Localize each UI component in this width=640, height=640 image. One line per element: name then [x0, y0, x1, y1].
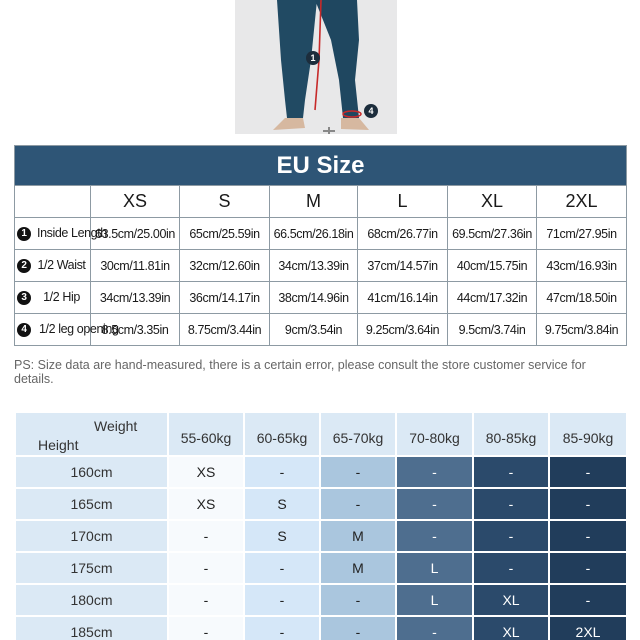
size-cell: S — [244, 488, 320, 520]
weight-header: 55-60kg — [168, 413, 244, 456]
size-cell: - — [168, 552, 244, 584]
size-cell: XL — [473, 584, 549, 616]
row-label — [15, 314, 119, 346]
row-label — [15, 218, 107, 250]
measurement-cell: 38cm/14.96in — [270, 282, 358, 314]
size-header: L — [358, 186, 448, 218]
measurement-cell: 36cm/14.17in — [180, 282, 270, 314]
measurement-cell: 69.5cm/27.36in — [448, 218, 537, 250]
number-2-icon: 2 — [17, 259, 31, 273]
measurement-cell: 8.75cm/3.44in — [180, 314, 270, 346]
size-cell: - — [549, 552, 627, 584]
size-cell: 2XL — [549, 616, 627, 640]
size-cell: - — [244, 552, 320, 584]
weight-height-table — [16, 413, 628, 640]
size-cell: L — [396, 552, 473, 584]
weight-label: Weight — [94, 418, 138, 434]
size-cell: M — [320, 520, 396, 552]
size-cell: XS — [168, 488, 244, 520]
size-header: S — [180, 186, 270, 218]
size-header: XL — [448, 186, 537, 218]
size-cell: - — [320, 584, 396, 616]
size-cell: - — [168, 616, 244, 640]
measurement-cell: 66.5cm/26.18in — [270, 218, 358, 250]
size-cell: - — [549, 584, 627, 616]
size-cell: - — [168, 520, 244, 552]
measurement-cell: 44cm/17.32in — [448, 282, 537, 314]
height-cell: 175cm — [16, 552, 168, 584]
size-cell: - — [549, 520, 627, 552]
size-cell: - — [320, 488, 396, 520]
row-label — [15, 250, 91, 282]
size-cell: S — [244, 520, 320, 552]
measurement-cell: 43cm/16.93in — [537, 250, 627, 282]
number-4-icon: 4 — [17, 323, 31, 337]
row-label-text: 1/2 leg opening — [39, 322, 119, 336]
size-cell: XS — [168, 456, 244, 488]
height-cell: 170cm — [16, 520, 168, 552]
table-row — [16, 616, 627, 640]
size-cell: M — [320, 552, 396, 584]
table-row — [16, 520, 627, 552]
size-cell: - — [549, 488, 627, 520]
size-cell: - — [396, 520, 473, 552]
table-row — [15, 314, 627, 346]
number-1-icon: 1 — [17, 227, 31, 241]
size-cell: - — [244, 584, 320, 616]
size-cell: - — [396, 616, 473, 640]
eu-size-table — [14, 145, 627, 346]
measurement-cell: 41cm/16.14in — [358, 282, 448, 314]
measurement-cell: 71cm/27.95in — [537, 218, 627, 250]
measurement-cell: 65cm/25.59in — [180, 218, 270, 250]
weight-header: 65-70kg — [320, 413, 396, 456]
size-cell: - — [244, 456, 320, 488]
marker-leg-opening: 4 — [364, 104, 378, 118]
weight-header: 80-85kg — [473, 413, 549, 456]
size-cell: - — [168, 584, 244, 616]
size-cell: - — [244, 616, 320, 640]
measurement-cell: 9.75cm/3.84in — [537, 314, 627, 346]
measurement-cell: 47cm/18.50in — [537, 282, 627, 314]
table-row — [16, 456, 627, 488]
row-label — [15, 282, 91, 314]
height-cell: 185cm — [16, 616, 168, 640]
empty-corner-cell — [15, 186, 91, 218]
row-label-text: 1/2 Waist — [37, 258, 86, 272]
size-cell: - — [320, 616, 396, 640]
row-label-text: Inside Length — [37, 226, 107, 240]
row-label-text: 1/2 Hip — [43, 290, 80, 304]
eu-size-title: EU Size — [15, 146, 627, 186]
measurement-note: PS: Size data are hand-measured, there is a certain error, please consult the store customer service for details. — [14, 358, 586, 386]
size-cell: - — [549, 456, 627, 488]
size-cell: L — [396, 584, 473, 616]
table-row — [16, 552, 627, 584]
size-cell: - — [473, 552, 549, 584]
measurement-cell: 68cm/26.77in — [358, 218, 448, 250]
weight-header: 70-80kg — [396, 413, 473, 456]
measurement-cell: 34cm/13.39in — [270, 250, 358, 282]
size-cell: - — [320, 456, 396, 488]
measurement-cell: 34cm/13.39in — [91, 282, 180, 314]
weight-header: 60-65kg — [244, 413, 320, 456]
size-cell: - — [473, 520, 549, 552]
measurement-cell: 30cm/11.81in — [91, 250, 180, 282]
height-label: Height — [38, 437, 79, 453]
height-cell: 160cm — [16, 456, 168, 488]
measurement-cell: 8.5cm/3.35in — [91, 314, 180, 346]
table-row — [16, 584, 627, 616]
size-header: 2XL — [537, 186, 627, 218]
table-row — [16, 488, 627, 520]
height-cell: 165cm — [16, 488, 168, 520]
size-cell: XL — [473, 616, 549, 640]
corner-header — [16, 413, 168, 456]
size-cell: - — [473, 456, 549, 488]
measurement-cell: 9.5cm/3.74in — [448, 314, 537, 346]
height-cell: 180cm — [16, 584, 168, 616]
weight-header: 85-90kg — [549, 413, 627, 456]
size-header: M — [270, 186, 358, 218]
measurement-cell: 37cm/14.57in — [358, 250, 448, 282]
size-cell: - — [396, 488, 473, 520]
measurement-cell: 63.5cm/25.00in — [91, 218, 180, 250]
size-header: XS — [91, 186, 180, 218]
table-row — [15, 250, 627, 282]
product-photo — [235, 0, 397, 134]
size-cell: - — [473, 488, 549, 520]
table-row — [15, 282, 627, 314]
size-cell: - — [396, 456, 473, 488]
table-row — [15, 218, 627, 250]
measurement-cell: 9.25cm/3.64in — [358, 314, 448, 346]
measurement-cell: 40cm/15.75in — [448, 250, 537, 282]
measurement-cell: 9cm/3.54in — [270, 314, 358, 346]
measurement-cell: 32cm/12.60in — [180, 250, 270, 282]
number-3-icon: 3 — [17, 291, 31, 305]
marker-inside-length: 1 — [306, 51, 320, 65]
